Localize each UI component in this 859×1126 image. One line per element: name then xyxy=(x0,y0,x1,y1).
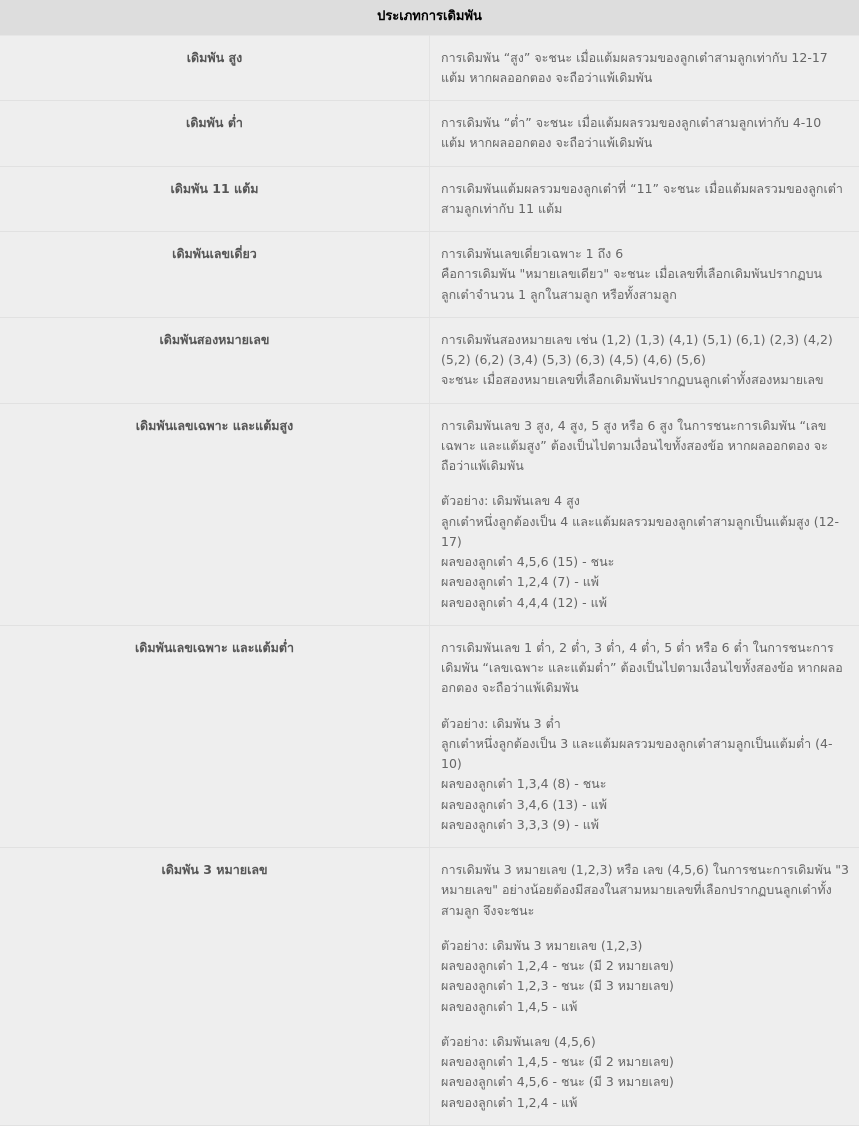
bet-type-description xyxy=(430,101,859,167)
bet-type-description xyxy=(430,35,859,101)
description-line: ผลของลูกเต๋า 3,3,3 (9) - แพ้ xyxy=(441,815,849,835)
description-line: ผลของลูกเต๋า 1,2,4 - แพ้ xyxy=(441,1093,849,1113)
description-line: ผลของลูกเต๋า 4,5,6 - ชนะ (มี 3 หมายเลข) xyxy=(441,1072,849,1092)
bet-type-description xyxy=(430,403,859,625)
bet-type-description xyxy=(430,625,859,847)
table-row xyxy=(0,848,859,1126)
description-line: การเดิมพัน “สูง” จะชนะ เมื่อแต้มผลรวมของลูกเต๋าสามลูกเท่ากับ 12-17 แต้ม หากผลออกตอง จะถือว่าแพ้เดิมพัน xyxy=(441,48,849,89)
table-row xyxy=(0,35,859,101)
bet-type-label: เดิมพัน 11 แต้ม xyxy=(0,166,430,232)
table-row xyxy=(0,317,859,403)
description-line: การเดิมพันเลขเดี่ยวเฉพาะ 1 ถึง 6 xyxy=(441,244,849,264)
description-line: ผลของลูกเต๋า 4,5,6 (15) - ชนะ xyxy=(441,552,849,572)
description-line: การเดิมพันสองหมายเลข เช่น (1,2) (1,3) (4,1) (5,1) (6,1) (2,3) (4,2) (5,2) (6,2) (3,4) (5,3) (6,3) (4,5) (4,6) (5,6) xyxy=(441,330,849,371)
description-line: ผลของลูกเต๋า 1,2,4 (7) - แพ้ xyxy=(441,572,849,592)
description-line: ผลของลูกเต๋า 1,4,5 - แพ้ xyxy=(441,997,849,1017)
description-line: ลูกเต๋าหนึ่งลูกต้องเป็น 4 และแต้มผลรวมของลูกเต๋าสามลูกเป็นแต้มสูง (12-17) xyxy=(441,512,849,553)
description-line: ผลของลูกเต๋า 1,2,3 - ชนะ (มี 3 หมายเลข) xyxy=(441,976,849,996)
table-row xyxy=(0,625,859,847)
table-header-row xyxy=(0,0,859,35)
description-line: การเดิมพันเลข 3 สูง, 4 สูง, 5 สูง หรือ 6 สูง ในการชนะการเดิมพัน “เลขเฉพาะ และแต้มสูง” ต้องเป็นไปตามเงื่อนไขทั้งสองข้อ หากผลออกตอง จะถือว่าแพ้เดิมพัน xyxy=(441,416,849,477)
bet-type-label: เดิมพันเลขเฉพาะ และแต้มสูง xyxy=(0,403,430,625)
description-line: การเดิมพัน “ต่ำ” จะชนะ เมื่อแต้มผลรวมของลูกเต๋าสามลูกเท่ากับ 4-10 แต้ม หากผลออกตอง จะถือว่าแพ้เดิมพัน xyxy=(441,113,849,154)
description-spacer xyxy=(441,921,849,936)
table-row xyxy=(0,101,859,167)
description-line: ผลของลูกเต๋า 1,3,4 (8) - ชนะ xyxy=(441,774,849,794)
description-line: การเดิมพัน 3 หมายเลข (1,2,3) หรือ เลข (4,5,6) ในการชนะการเดิมพัน "3 หมายเลข" อย่างน้อยต้องมีสองในสามหมายเลขที่เลือกปรากฏบนลูกเต๋าทั้งสามลูก จึงจะชนะ xyxy=(441,860,849,921)
bet-type-label: เดิมพัน ต่ำ xyxy=(0,101,430,167)
bet-type-label: เดิมพันสองหมายเลข xyxy=(0,317,430,403)
bet-type-description xyxy=(430,166,859,232)
bet-type-description xyxy=(430,317,859,403)
table-row xyxy=(0,166,859,232)
description-line: จะชนะ เมื่อสองหมายเลขที่เลือกเดิมพันปรากฏบนลูกเต๋าทั้งสองหมายเลข xyxy=(441,370,849,390)
description-line: ตัวอย่าง: เดิมพัน 3 หมายเลข (1,2,3) xyxy=(441,936,849,956)
table-row xyxy=(0,232,859,318)
description-line: การเดิมพันเลข 1 ต่ำ, 2 ต่ำ, 3 ต่ำ, 4 ต่ำ, 5 ต่ำ หรือ 6 ต่ำ ในการชนะการเดิมพัน “เลขเฉพาะ และแต้มต่ำ” ต้องเป็นไปตามเงื่อนไขทั้งสองข้อ หากผลออกตอง จะถือว่าแพ้เดิมพัน xyxy=(441,638,849,699)
description-line: ลูกเต๋าหนึ่งลูกต้องเป็น 3 และแต้มผลรวมของลูกเต๋าสามลูกเป็นแต้มต่ำ (4-10) xyxy=(441,734,849,775)
description-line: ผลของลูกเต๋า 1,4,5 - ชนะ (มี 2 หมายเลข) xyxy=(441,1052,849,1072)
description-line: ผลของลูกเต๋า 3,4,6 (13) - แพ้ xyxy=(441,795,849,815)
description-spacer xyxy=(441,476,849,491)
description-line: ผลของลูกเต๋า 1,2,4 - ชนะ (มี 2 หมายเลข) xyxy=(441,956,849,976)
bet-type-description xyxy=(430,848,859,1126)
description-line: ผลของลูกเต๋า 4,4,4 (12) - แพ้ xyxy=(441,593,849,613)
description-line: การเดิมพันแต้มผลรวมของลูกเต๋าที่ “11” จะชนะ เมื่อแต้มผลรวมของลูกเต๋าสามลูกเท่ากับ 11 แต้ม xyxy=(441,179,849,220)
description-line: ตัวอย่าง: เดิมพัน 3 ต่ำ xyxy=(441,714,849,734)
description-spacer xyxy=(441,1017,849,1032)
description-line: ตัวอย่าง: เดิมพันเลข (4,5,6) xyxy=(441,1032,849,1052)
description-spacer xyxy=(441,699,849,714)
description-line: คือการเดิมพัน "หมายเลขเดียว" จะชนะ เมื่อเลขที่เลือกเดิมพันปรากฏบนลูกเต๋าจำนวน 1 ลูกในสามลูก หรือทั้งสามลูก xyxy=(441,264,849,305)
bet-type-label: เดิมพันเลขเดี่ยว xyxy=(0,232,430,318)
bet-type-label: เดิมพัน 3 หมายเลข xyxy=(0,848,430,1126)
bet-type-label: เดิมพันเลขเฉพาะ และแต้มต่ำ xyxy=(0,625,430,847)
table-row xyxy=(0,403,859,625)
bet-type-label: เดิมพัน สูง xyxy=(0,35,430,101)
table-head xyxy=(0,0,859,35)
description-line: ตัวอย่าง: เดิมพันเลข 4 สูง xyxy=(441,491,849,511)
bet-type-description xyxy=(430,232,859,318)
page-title: ประเภทการเดิมพัน xyxy=(0,0,859,35)
table-body xyxy=(0,35,859,1125)
